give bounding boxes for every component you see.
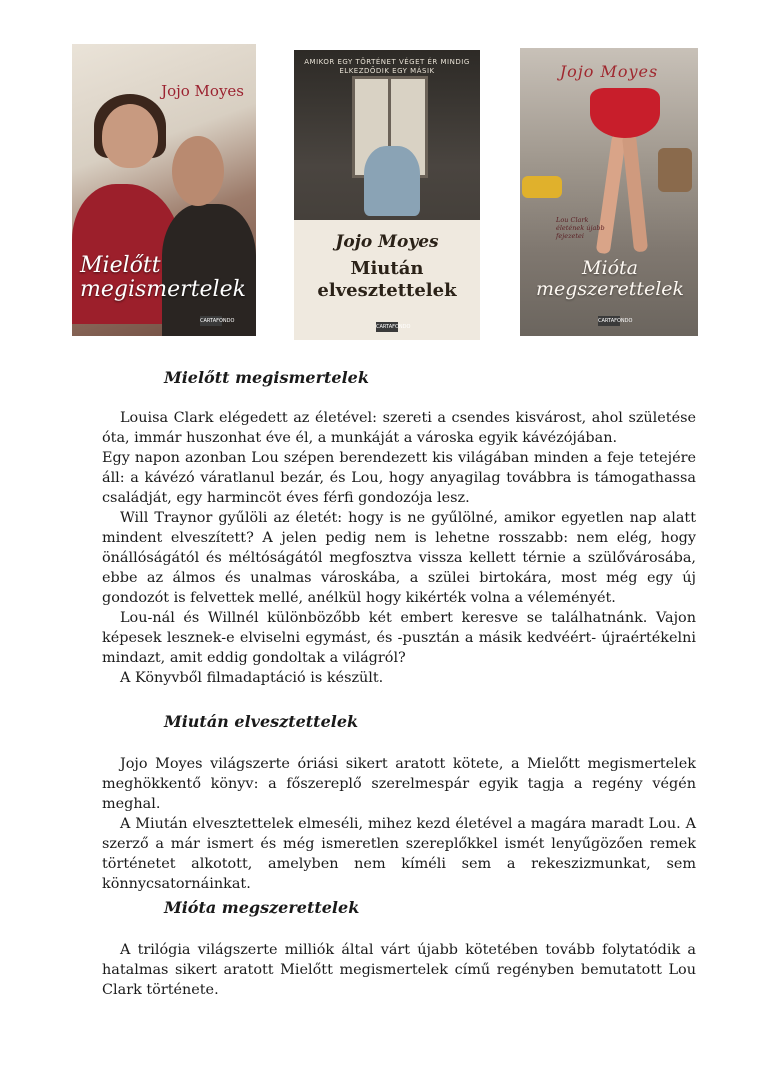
paragraph: Will Traynor gyűlöli az életét: hogy is ne gyűlölné, amikor egyetlen nap alatt mindent elveszített? A jelen pedig nem is lehetne rosszabb: nem elég, hogy önállóságától és méltóságától megfosztva vissza kellett térnie a szülővárosába, ebbe az álmos és unalmas városkába, a szülei birtokára, most még egy új gondozót is felvettek mellé, anélkül hogy kikérték volna a véleményét. <box>102 510 696 606</box>
paragraph: Lou-nál és Willnél különbözőbb két embert keresve se találhatnánk. Vajon képesek lesznek-e elviselni egymást, és -pusztán a másik kedvéért- újraértékelni mindazt, amit eddig gondoltak a világról? <box>102 610 696 666</box>
cover-title <box>294 258 480 302</box>
paragraph: Jojo Moyes világszerte óriási sikert aratott kötete, a Mielőtt megismertelek meghökkentő könyv: a főszereplő szerelmespár egyik tagja a regény végén meghal. <box>102 756 696 812</box>
section-body <box>102 754 696 894</box>
section-title: Mióta megszerettelek <box>164 898 360 917</box>
section-body <box>102 940 696 1000</box>
cover-title-line: Mielőtt <box>80 253 161 278</box>
publisher-logo: CARTAFONDO <box>200 318 235 324</box>
cover-title <box>526 258 694 300</box>
cover-author: Jojo Moyes <box>559 62 659 81</box>
cover-red-skirt <box>590 88 660 138</box>
cover-figure <box>364 146 420 216</box>
paragraph: A Miután elvesztettelek elmeséli, mihez kezd életével a magára maradt Lou. A szerző a már ismert és még ismeretlen szereplőkkel ismét lenyűgözően remek történetet alkotott, amelyben nem kíméli sem a rekeszizmunkat, sem könnycsatornáinkat. <box>102 816 696 892</box>
cover-title-line: Miután <box>350 258 424 279</box>
book-cover-miota-megszerettelek <box>520 48 698 336</box>
publisher-logo: CARTAFONDO <box>376 324 411 330</box>
paragraph: Louisa Clark elégedett az életével: szereti a csendes kisvárost, ahol születése óta, immár huszonhat éve él, a munkáját a városka egyik kávézójában. <box>102 410 696 446</box>
cover-man-face <box>172 136 224 206</box>
cover-leg <box>622 134 648 253</box>
book-covers <box>0 0 768 345</box>
cover-title-line: megszerettelek <box>535 278 685 300</box>
book-cover-mielott-megismertelek <box>72 44 256 336</box>
cover-title-line: elvesztettelek <box>317 280 457 301</box>
cover-handbag <box>658 148 692 192</box>
cover-title <box>80 254 246 302</box>
paragraph: A Könyvből filmadaptáció is készült. <box>120 670 384 686</box>
cover-tagline: Lou Clark életének újabb fejezetei <box>556 216 605 240</box>
cover-woman-face <box>102 104 158 168</box>
paragraph: A trilógia világszerte milliók által várt újabb kötetében tovább folytatódik a hatalmas sikert aratott Mielőtt megismertelek című regényben bemutatott Lou Clark története. <box>102 942 696 998</box>
section-title: Mielőtt megismertelek <box>164 368 369 387</box>
paragraph: Egy napon azonban Lou szépen berendezett kis világában minden a feje tetejére áll: a kávézó váratlanul bezár, és Lou, hogy anyagilag továbbra is támogathassa családját, egy harmincöt éves férfi gondozója lesz. <box>102 450 696 506</box>
section-title: Miután elvesztettelek <box>164 712 359 731</box>
publisher-logo: CARTAFONDO <box>598 318 633 324</box>
cover-title-line: Mióta <box>582 257 638 279</box>
cover-title-line: megismertelek <box>80 277 246 302</box>
cover-author: Jojo Moyes <box>161 82 244 100</box>
cover-taxi <box>522 176 562 198</box>
cover-author: Jojo Moyes <box>335 232 439 252</box>
section-body <box>102 408 696 688</box>
cover-tagline: AMIKOR EGY TÖRTÉNET VÉGET ÉR MINDIG ELKEZDŐDIK EGY MÁSIK <box>304 58 470 75</box>
book-cover-miutan-elvesztettelek <box>294 50 480 340</box>
